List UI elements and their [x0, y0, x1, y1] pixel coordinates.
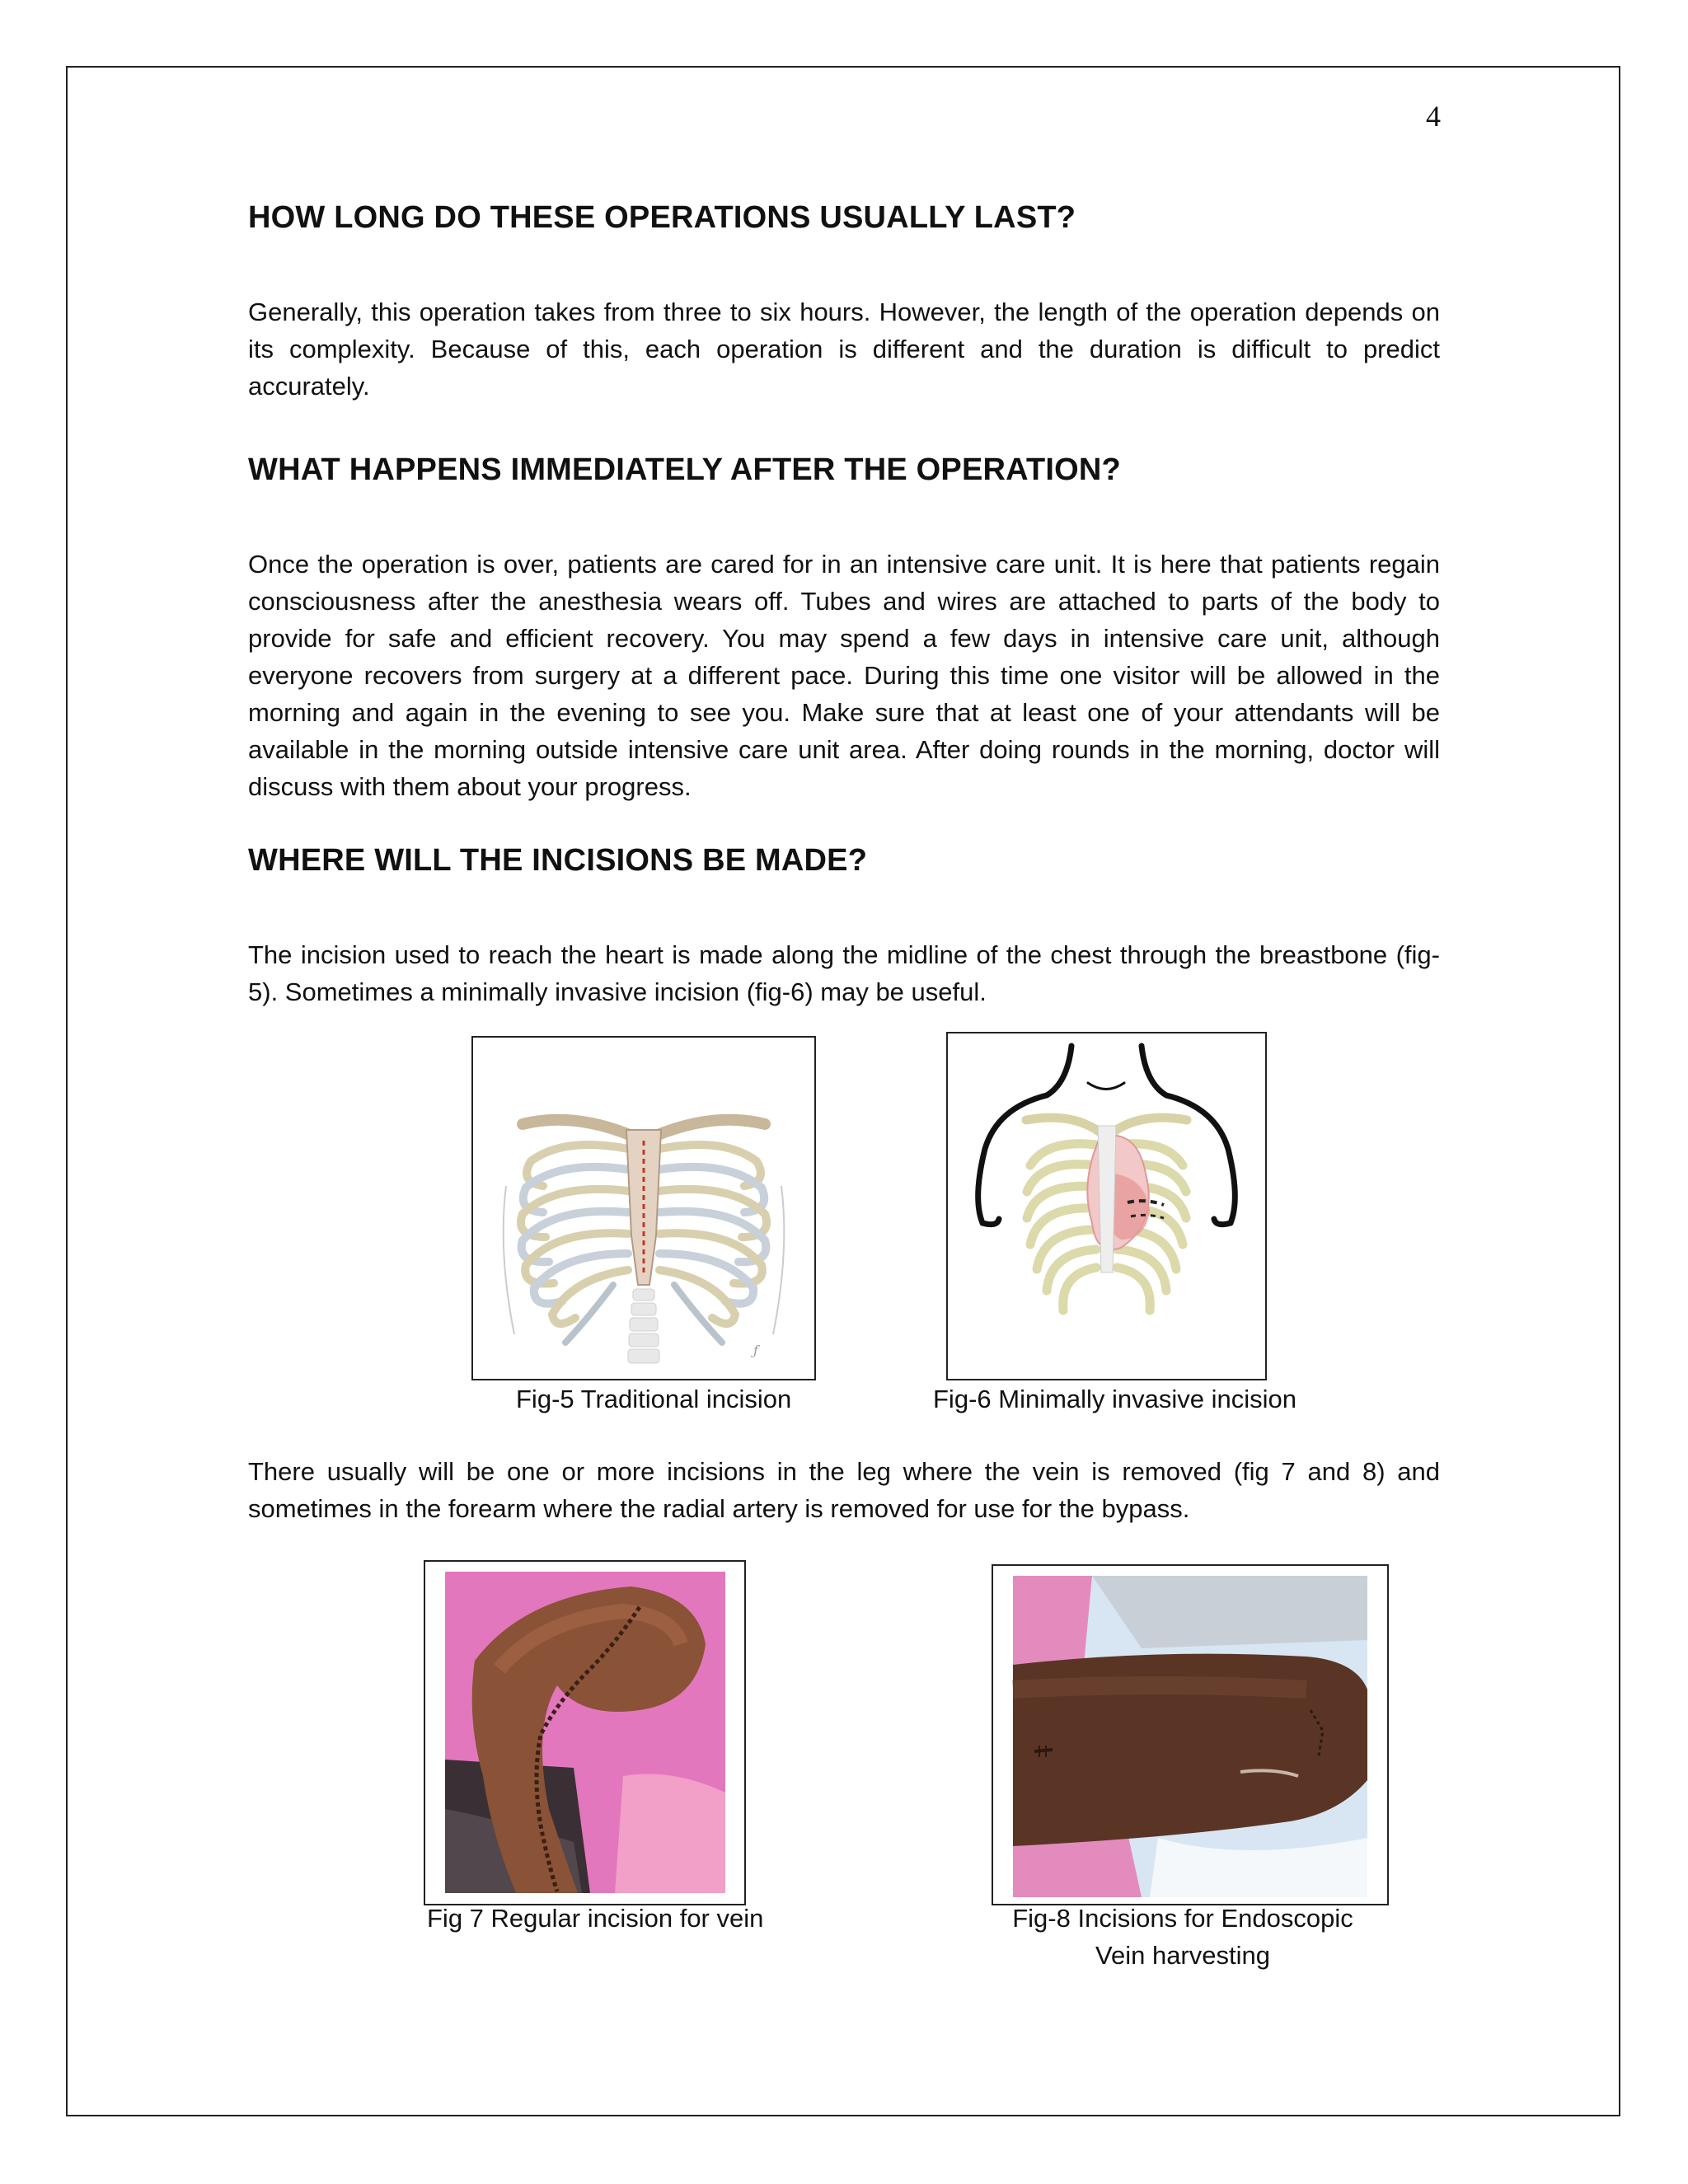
svg-text:ƒ: ƒ — [753, 1343, 758, 1358]
figure-minimally-invasive-incision — [946, 1032, 1267, 1380]
figure-caption-fig8-line2: Vein harvesting — [1095, 1941, 1270, 1970]
ribcage-sternotomy-illustration — [473, 1038, 814, 1379]
section-body-incisions: The incision used to reach the heart is made along the midline of the chest through the breastbone (fig-5). Sometimes a minimally invasive incision (fig-6) may be useful. — [248, 940, 1440, 1006]
leg-endoscopic-photo — [993, 1566, 1387, 1904]
section-heading-duration: HOW LONG DO THESE OPERATIONS USUALLY LAST? — [248, 200, 1076, 235]
figure-caption-fig5: Fig-5 Traditional incision — [516, 1385, 792, 1413]
chest-minimally-invasive-illustration — [948, 1033, 1265, 1379]
figure-caption-fig8 — [964, 1900, 1401, 1974]
figure-regular-vein-incision — [424, 1560, 746, 1905]
figure-caption-fig8-line1: Fig-8 Incisions for Endoscopic — [1012, 1904, 1353, 1933]
figure-endoscopic-vein-incision — [992, 1564, 1389, 1905]
section-heading-incisions: WHERE WILL THE INCISIONS BE MADE? — [248, 843, 868, 878]
section-body-after-operation: Once the operation is over, patients are cared for in an intensive care unit. It is here that patients regain consciousness after the anesthesia wears off. Tubes and wires are attached to parts of the body to provide for safe and efficient recovery. You may spend a few days in intensive care unit, although everyone recovers from surgery at a different pace. During this time one visitor will be allowed in the morning and again in the evening to see you. Make sure that at least one of your attendants will be available in the morning outside intensive care unit area. After doing rounds in the morning, doctor will discuss with them about your progress. — [248, 550, 1440, 801]
page-number: 4 — [1426, 100, 1441, 133]
section-body-duration: Generally, this operation takes from three to six hours. However, the length of the operation depends on its complexity. Because of this, each operation is different and the duration is difficult to predict accurately. — [248, 298, 1440, 401]
figure-caption-fig6: Fig-6 Minimally invasive incision — [933, 1385, 1297, 1413]
figure-caption-fig7: Fig 7 Regular incision for vein — [427, 1904, 764, 1933]
section-heading-after-operation: WHAT HAPPENS IMMEDIATELY AFTER THE OPERATION? — [248, 452, 1121, 487]
leg-incision-photo — [425, 1562, 744, 1904]
figure-traditional-incision — [471, 1036, 816, 1380]
section-body-leg-incisions: There usually will be one or more incisions in the leg where the vein is removed (fig 7 and 8) and sometimes in the forearm where the radial artery is removed for use for the bypass. — [248, 1457, 1440, 1523]
